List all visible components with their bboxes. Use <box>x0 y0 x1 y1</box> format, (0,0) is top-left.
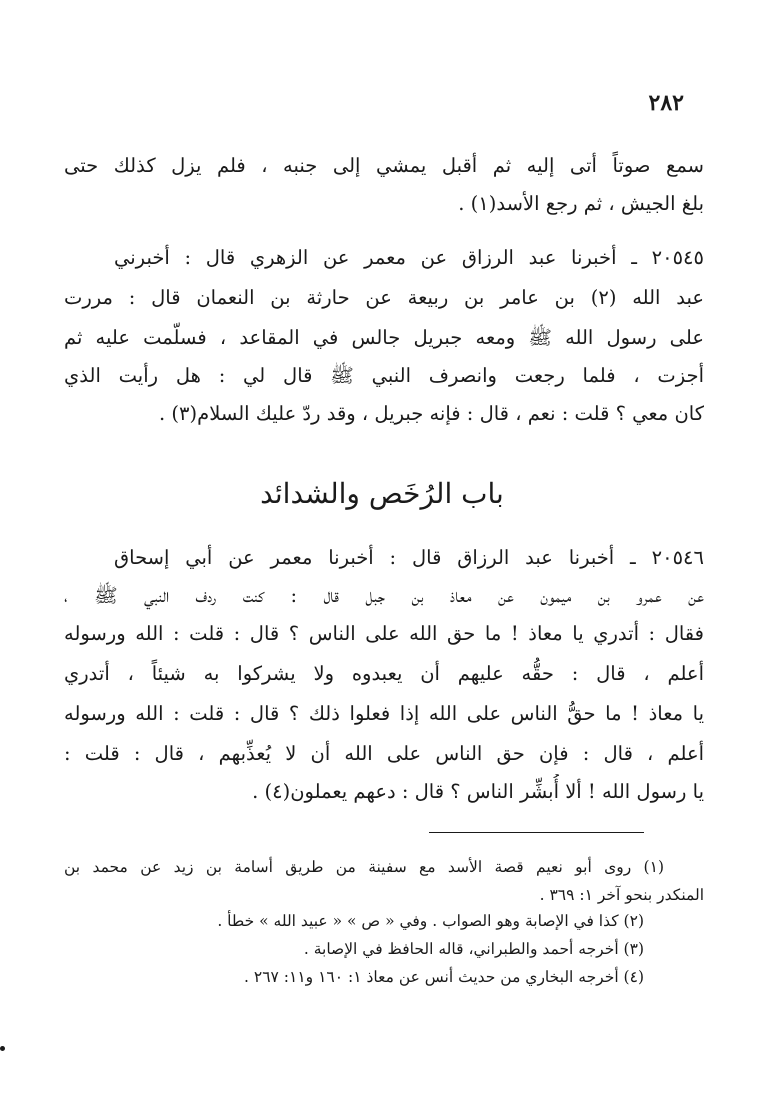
page-number: ٢٨٢ <box>648 90 684 116</box>
hadith-20546-line-7: يا رسول الله ! ألا أُبشِّر الناس ؟ قال : دعهم يعملون(٤) . <box>252 780 704 803</box>
footnote-1-line-1: (١) روى أبو نعيم قصة الأسد مع سفينة من طريق أسامة بن زيد عن محمد بن <box>64 858 664 876</box>
hadith-20546-line-6: أعلم ، قال : فإن حق الناس على الله أن لا يُعذِّبهم ، قال : قلت : <box>64 742 704 765</box>
footnote-1-line-2: المنكدر بنحو آخر ١: ٣٦٩ . <box>539 886 704 904</box>
chapter-heading: باب الرُخَص والشدائد <box>260 477 504 510</box>
hadith-20545-line-5: كان معي ؟ قلت : نعم ، قال : فإنه جبريل ، وقد ردّ عليك السلام(٣) . <box>159 402 704 425</box>
hadith-20545-line-4: أجزت ، فلما رجعت وانصرف النبي ﷺ قال لي : هل رأيت الذي <box>64 364 704 387</box>
footnote-3: (٣) أخرجه أحمد والطبراني، قاله الحافظ في الإصابة . <box>303 940 644 958</box>
intro-line-1: سمع صوتاً أتى إليه ثم أقبل يمشي إلى جنبه ، فلم يزل كذلك حتى <box>64 154 704 177</box>
hadith-20545-line-1: ٢٠٥٤٥ ـ أخبرنا عبد الرزاق عن معمر عن الزهري قال : أخبرني <box>114 246 704 269</box>
hadith-20545-line-2: عبد الله (٢) بن عامر بن ربيعة عن حارثة بن النعمان قال : مررت <box>64 286 704 309</box>
hadith-20546-line-5: يا معاذ ! ما حقُّ الناس على الله إذا فعلوا ذلك ؟ قال : قلت : الله ورسوله <box>64 702 704 725</box>
footnote-separator <box>429 832 644 833</box>
hadith-20546-line-1: ٢٠٥٤٦ ـ أخبرنا عبد الرزاق قال : أخبرنا معمر عن أبي إسحاق <box>114 546 704 569</box>
hadith-20546-line-2: عن عمرو بن ميمون عن معاذ بن جبل قال : كنت ردف النبي ﷺ ، <box>64 584 704 607</box>
hadith-20545-line-3: على رسول الله ﷺ ومعه جبريل جالس في المقاعد ، فسلّمت عليه ثم <box>64 326 704 349</box>
footnote-4: (٤) أخرجه البخاري من حديث أنس عن معاذ ١: ١٦٠ و١١: ٢٦٧ . <box>244 968 644 986</box>
scan-mark <box>0 1046 5 1051</box>
hadith-20546-line-3: فقال : أتدري يا معاذ ! ما حق الله على الناس ؟ قال : قلت : الله ورسوله <box>64 622 704 645</box>
intro-line-2: بلغ الجيش ، ثم رجع الأسد(١) . <box>458 192 704 215</box>
footnote-2: (٢) كذا في الإصابة وهو الصواب . وفي « ص » « عبيد الله » خطأ . <box>217 912 644 930</box>
hadith-20546-line-4: أعلم ، قال : حقُّه عليهم أن يعبدوه ولا يشركوا به شيئاً ، أتدري <box>64 662 704 685</box>
